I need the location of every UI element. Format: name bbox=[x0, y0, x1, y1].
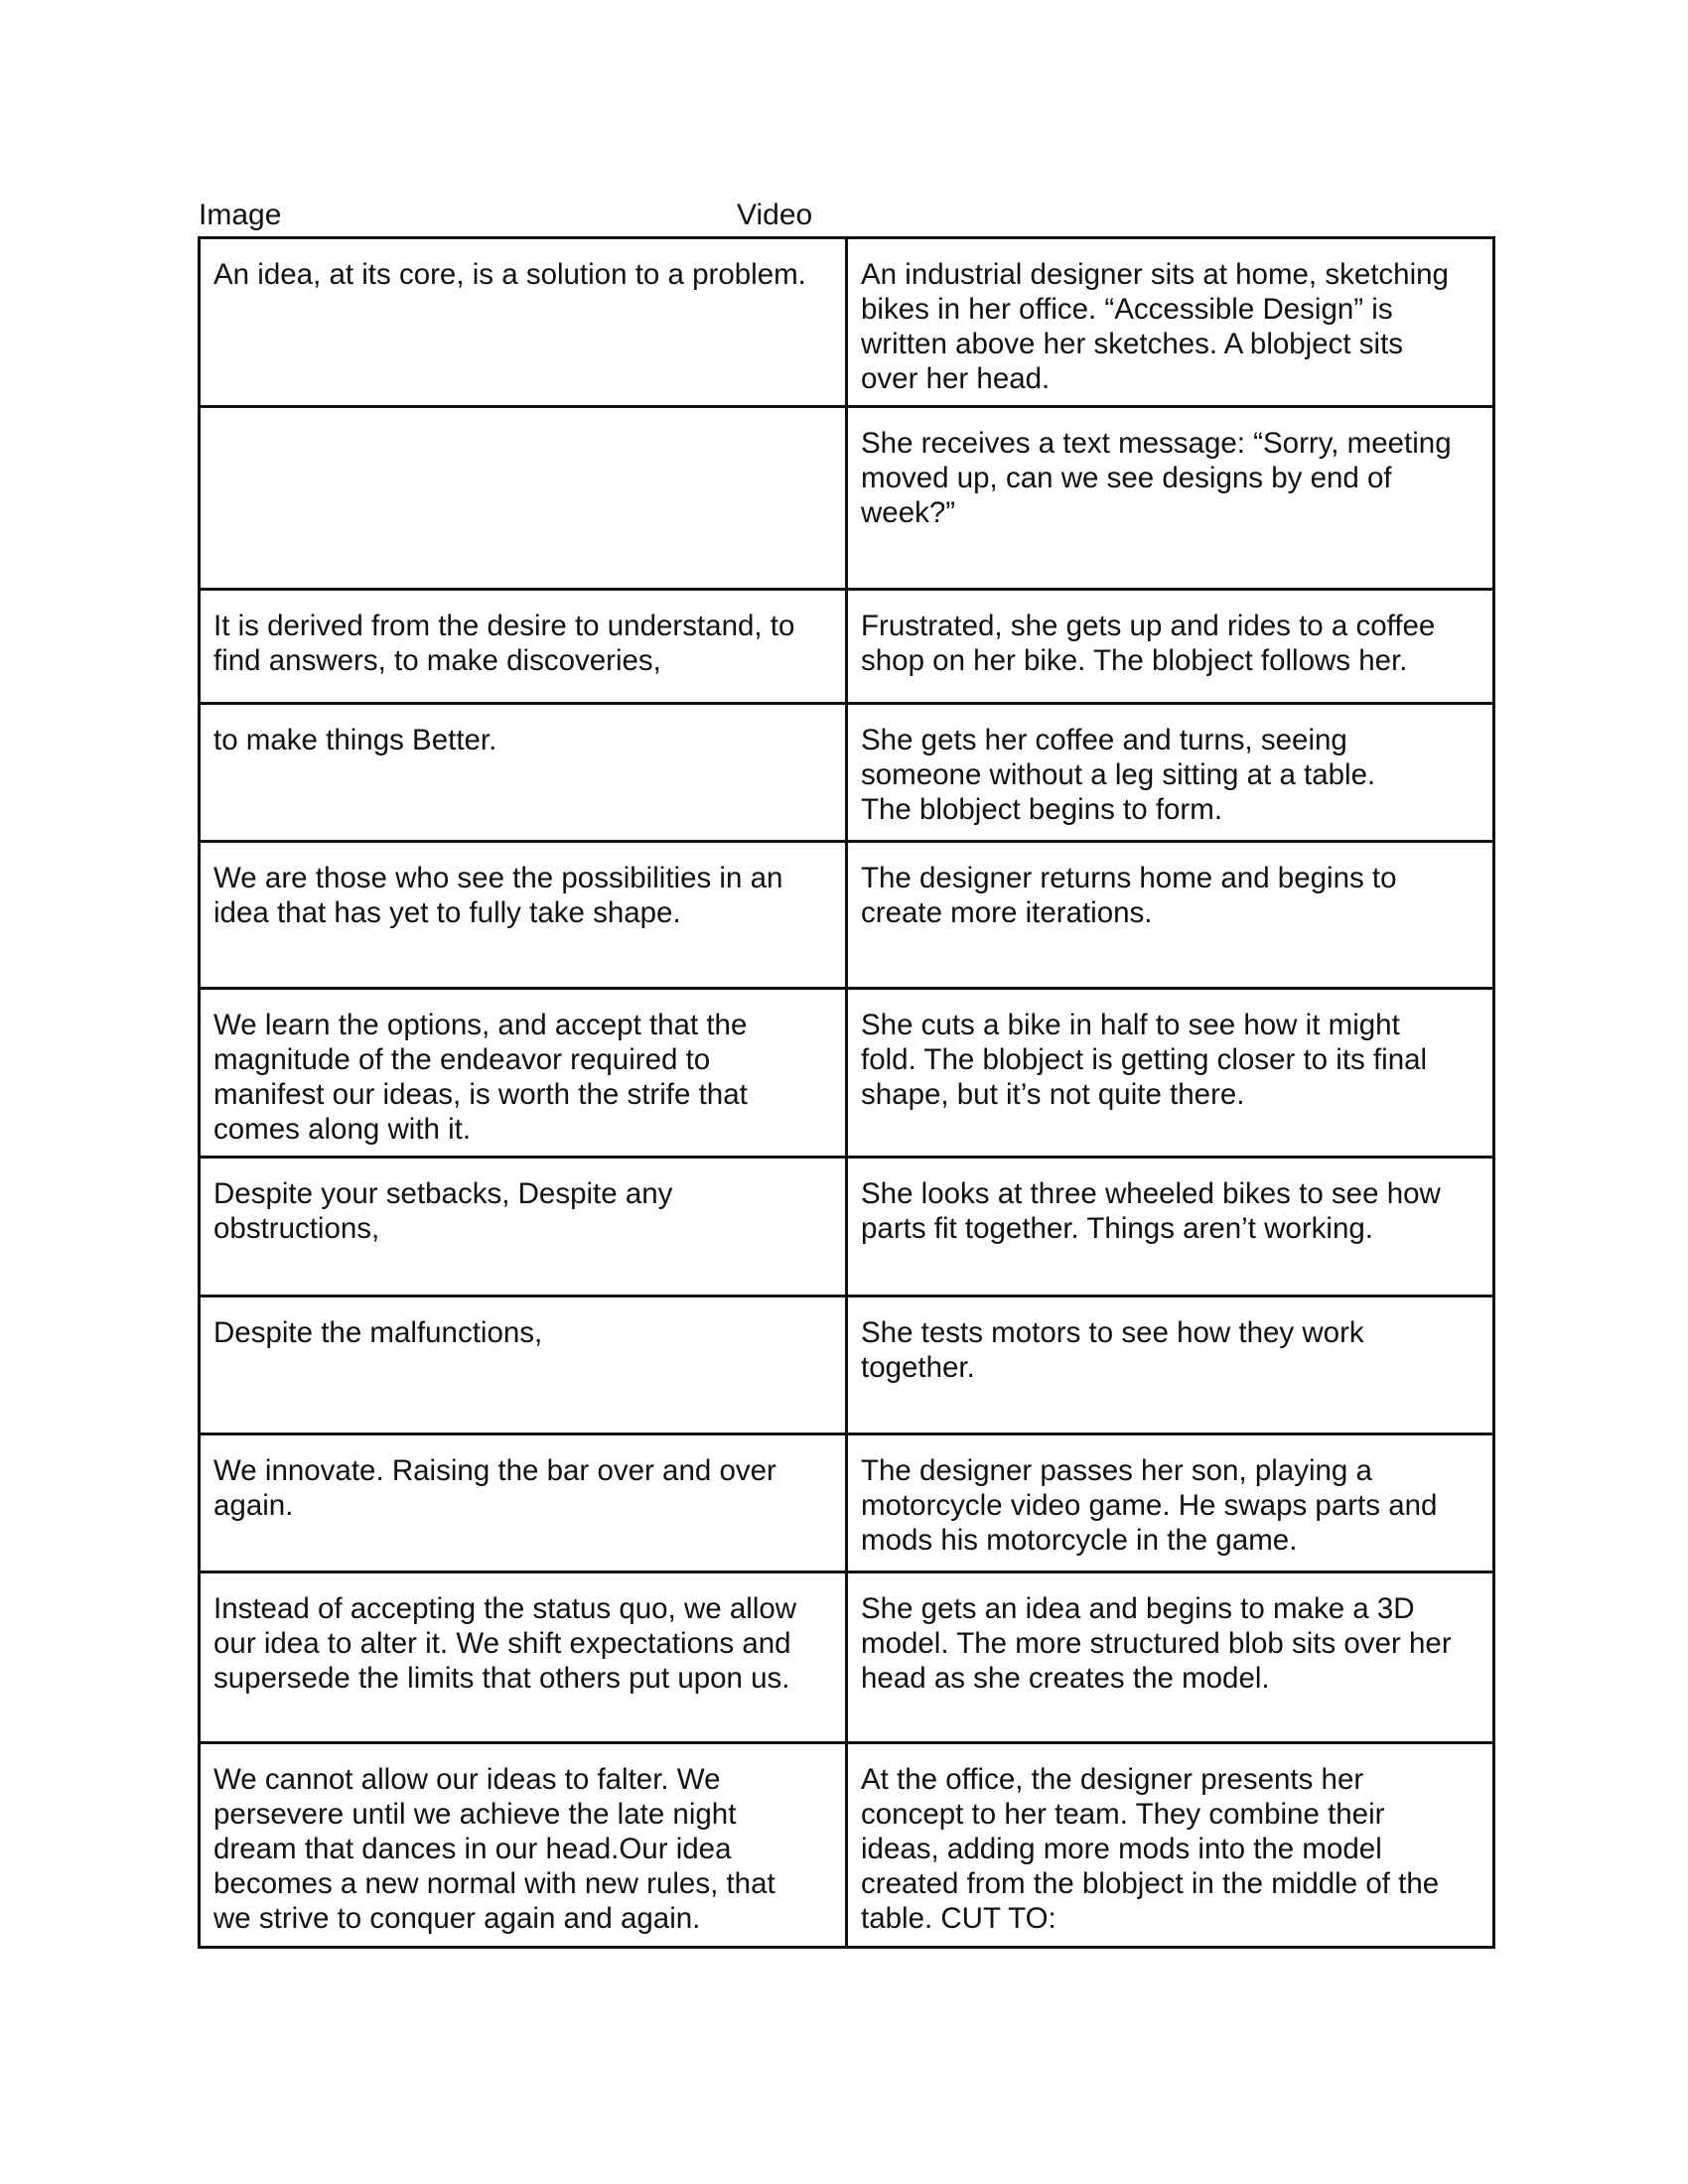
video-cell: She receives a text message: “Sorry, meeting moved up, can we see designs by end of week?” bbox=[847, 407, 1494, 590]
table-row bbox=[200, 1297, 1494, 1434]
video-cell: Frustrated, she gets up and rides to a coffee shop on her bike. The blobject follows her. bbox=[847, 590, 1494, 704]
narration-cell: to make things Better. bbox=[200, 704, 847, 842]
table-row bbox=[200, 704, 1494, 842]
table-row bbox=[200, 842, 1494, 989]
video-cell: She cuts a bike in half to see how it might fold. The blobject is getting closer to its final shape, but it’s not quite there. bbox=[847, 989, 1494, 1158]
table-row bbox=[200, 989, 1494, 1158]
table-row bbox=[200, 1743, 1494, 1948]
video-cell: She tests motors to see how they work together. bbox=[847, 1297, 1494, 1434]
video-cell: She gets an idea and begins to make a 3D model. The more structured blob sits over her head as she creates the model. bbox=[847, 1572, 1494, 1743]
video-cell: At the office, the designer presents her concept to her team. They combine their ideas, adding more mods into the model created from the blobject in the middle of the table. CUT TO: bbox=[847, 1743, 1494, 1948]
script-table bbox=[198, 236, 1495, 1949]
video-cell: The designer passes her son, playing a motorcycle video game. He swaps parts and mods his motorcycle in the game. bbox=[847, 1434, 1494, 1572]
video-cell: She looks at three wheeled bikes to see how parts fit together. Things aren’t working. bbox=[847, 1158, 1494, 1297]
table-row bbox=[200, 407, 1494, 590]
image-column-header: Image bbox=[199, 199, 282, 231]
narration-cell: We innovate. Raising the bar over and over again. bbox=[200, 1434, 847, 1572]
table-row bbox=[200, 1158, 1494, 1297]
video-cell: An industrial designer sits at home, sketching bikes in her office. “Accessible Design” is written above her sketches. A blobject sits over her head. bbox=[847, 238, 1494, 407]
narration-cell: An idea, at its core, is a solution to a problem. bbox=[200, 238, 847, 407]
video-column-header: Video bbox=[737, 199, 813, 231]
video-cell: She gets her coffee and turns, seeing someone without a leg sitting at a table. The blobject begins to form. bbox=[847, 704, 1494, 842]
narration-cell bbox=[200, 407, 847, 590]
narration-cell: Despite the malfunctions, bbox=[200, 1297, 847, 1434]
narration-cell: Instead of accepting the status quo, we allow our idea to alter it. We shift expectations and supersede the limits that others put upon us. bbox=[200, 1572, 847, 1743]
narration-cell: We are those who see the possibilities in an idea that has yet to fully take shape. bbox=[200, 842, 847, 989]
narration-cell: We cannot allow our ideas to falter. We persevere until we achieve the late night dream that dances in our head.Our idea becomes a new normal with new rules, that we strive to conquer again and again. bbox=[200, 1743, 847, 1948]
narration-cell: We learn the options, and accept that the magnitude of the endeavor required to manifest our ideas, is worth the strife that comes along with it. bbox=[200, 989, 847, 1158]
video-cell: The designer returns home and begins to create more iterations. bbox=[847, 842, 1494, 989]
table-row bbox=[200, 590, 1494, 704]
table-row bbox=[200, 1434, 1494, 1572]
table-row bbox=[200, 238, 1494, 407]
narration-cell: It is derived from the desire to understand, to find answers, to make discoveries, bbox=[200, 590, 847, 704]
table-row bbox=[200, 1572, 1494, 1743]
narration-cell: Despite your setbacks, Despite any obstructions, bbox=[200, 1158, 847, 1297]
